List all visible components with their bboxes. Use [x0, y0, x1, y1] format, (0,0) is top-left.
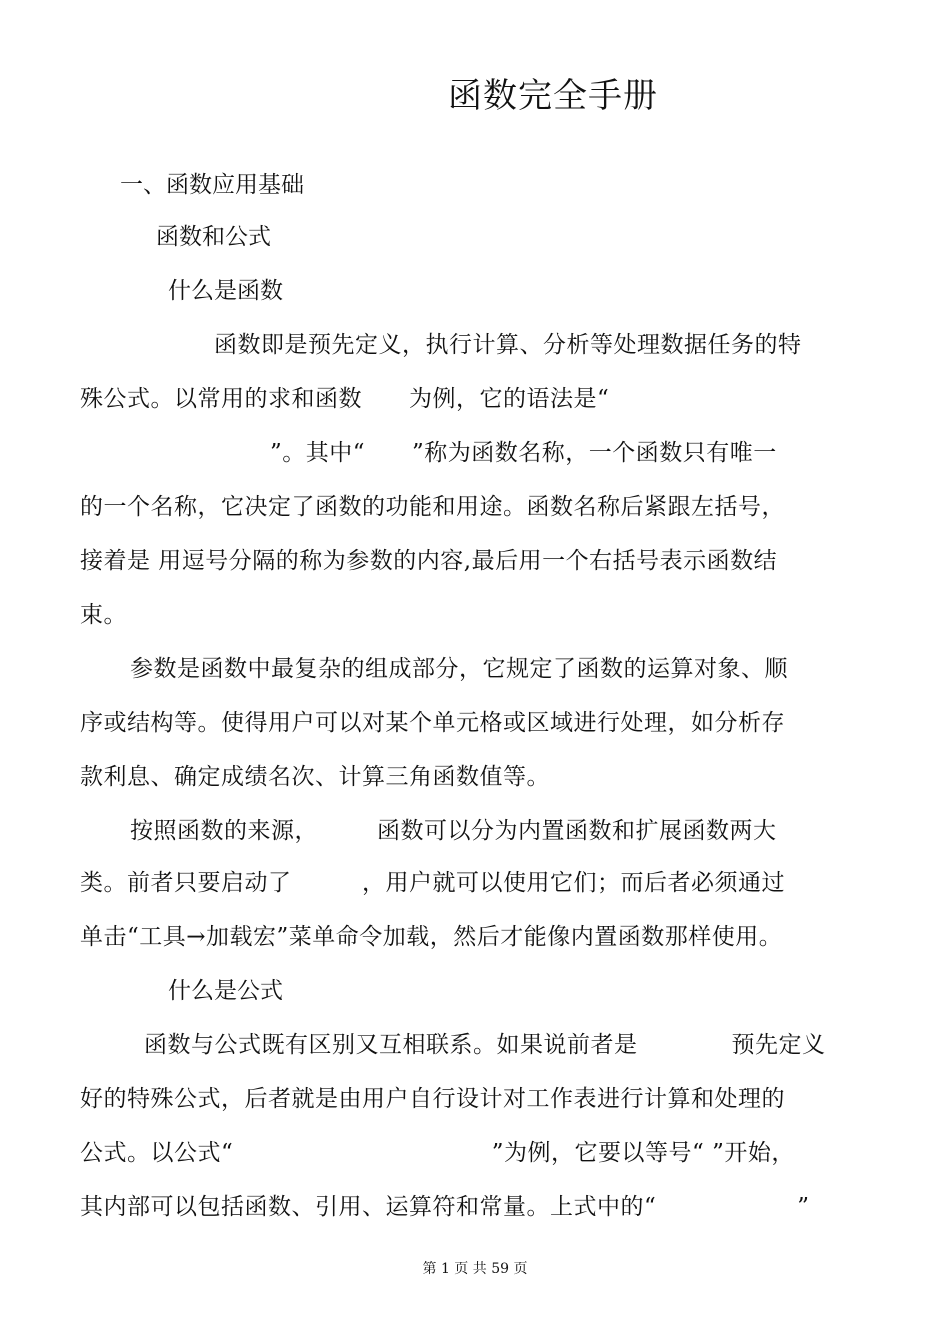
subheading-what-is-formula: 什么是公式 [168, 978, 283, 1004]
paragraph-line: 公式。以公式“ ”为例，它要以等号“ ”开始， [80, 1140, 795, 1166]
paragraph-line: 函数即是预先定义，执行计算、分析等处理数据任务的特 [214, 332, 802, 358]
paragraph-line: 好的特殊公式，后者就是由用户自行设计对工作表进行计算和处理的 [80, 1086, 785, 1112]
paragraph-line: 序或结构等。使得用户可以对某个单元格或区域进行处理，如分析存 [80, 710, 785, 736]
paragraph-line: 按照函数的来源， 函数可以分为内置函数和扩展函数两大 [130, 818, 777, 844]
paragraph-line: 的一个名称，它决定了函数的功能和用途。函数名称后紧跟左括号， [80, 494, 785, 520]
paragraph-line: 接着是 用逗号分隔的称为参数的内容,最后用一个右括号表示函数结 [80, 548, 778, 574]
paragraph-line: 束。 [80, 602, 127, 628]
subheading-what-is-function: 什么是函数 [168, 278, 283, 304]
paragraph-line: ”。其中“ ”称为函数名称，一个函数只有唯一 [270, 440, 777, 466]
document-title: 函数完全手册 [448, 76, 658, 116]
paragraph-line: 其内部可以包括函数、引用、运算符和常量。上式中的“ ” [80, 1194, 810, 1220]
section-heading: 一、函数应用基础 [120, 172, 304, 198]
paragraph-line: 殊公式。以常用的求和函数 为例，它的语法是“ [80, 386, 610, 412]
page-number-footer: 第 1 页 共 59 页 [422, 1261, 528, 1277]
subsection-heading: 函数和公式 [156, 224, 271, 250]
paragraph-line: 单击“工具→加载宏”菜单命令加载，然后才能像内置函数那样使用。 [80, 924, 783, 950]
paragraph-line: 款利息、确定成绩名次、计算三角函数值等。 [80, 764, 550, 790]
paragraph-line: 参数是函数中最复杂的组成部分，它规定了函数的运算对象、顺 [130, 656, 788, 682]
paragraph-line: 函数与公式既有区别又互相联系。如果说前者是 预先定义 [144, 1032, 826, 1058]
paragraph-line: 类。前者只要启动了 ，用户就可以使用它们；而后者必须通过 [80, 870, 785, 896]
